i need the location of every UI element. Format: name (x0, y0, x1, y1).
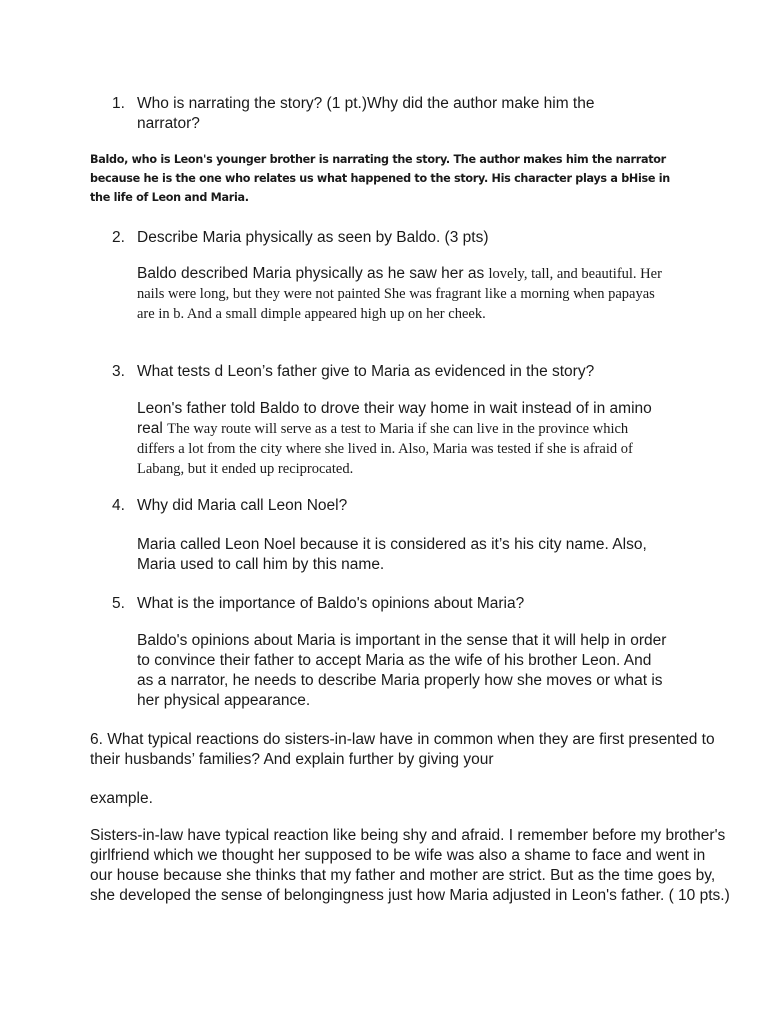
question-5-text: What is the importance of Baldo's opinions about Maria? (137, 595, 525, 612)
question-2-number: 2. (112, 229, 125, 246)
question-2-text: Describe Maria physically as seen by Baldo. (3 pts) (137, 229, 489, 246)
answer-3-serif: The way route will serve as a test to Maria if she can live in the province which differs a lot from the city where she lived in. Also, Maria was tested if she is afraid of Labang, but it ended up reciprocated. (137, 421, 633, 477)
question-5-number: 5. (112, 595, 125, 612)
question-1-text: Who is narrating the story? (1 pt.)Why did the author make him the narrator? (137, 95, 595, 132)
question-6: 6. What typical reactions do sisters-in-law have in common when they are first presented to their husbands’ families? And explain further by giving your (90, 731, 715, 768)
question-1-number: 1. (112, 95, 125, 112)
answer-2 (137, 264, 667, 324)
answer-6: Sisters-in-law have typical reaction like being shy and afraid. I remember before my brother's girlfriend which we thought her supposed to be wife was also a shame to face and went in our house because she thinks that my father and mother are strict. But as the time goes by, she developed the sense of belongingness just how Maria adjusted in Leon's father. ( 10 pts.) (90, 827, 730, 904)
question-3-text: What tests d Leon’s father give to Maria as evidenced in the story? (137, 363, 595, 380)
answer-4: Maria called Leon Noel because it is considered as it’s his city name. Also, Maria used to call him by this name. (137, 536, 647, 573)
question-3-number: 3. (112, 363, 125, 380)
question-6-continued: example. (90, 790, 153, 807)
answer-1: Baldo, who is Leon's younger brother is narrating the story. The author makes him the narrator because he is the one who relates us what happened to the story. His character plays a bHise in the life of Leon and Maria. (90, 153, 670, 204)
answer-3 (137, 399, 667, 479)
question-4-text: Why did Maria call Leon Noel? (137, 497, 348, 514)
answer-3-lead: Leon's father told Baldo to drove their way home in wait instead of in amino real (137, 400, 652, 437)
answer-2-lead: Baldo described Maria physically as he saw her as (137, 265, 489, 282)
answer-5: Baldo's opinions about Maria is important in the sense that it will help in order to convince their father to accept Maria as the wife of his brother Leon. And as a narrator, he needs to describe Maria properly how she moves or what is her physical appearance. (137, 632, 667, 709)
answer-2-serif: lovely, tall, and beautiful. Her nails were long, but they were not painted She was fragrant like a morning when papayas are in b. And a small dimple appeared high up on her cheek. (137, 266, 662, 322)
question-4-number: 4. (112, 497, 125, 514)
